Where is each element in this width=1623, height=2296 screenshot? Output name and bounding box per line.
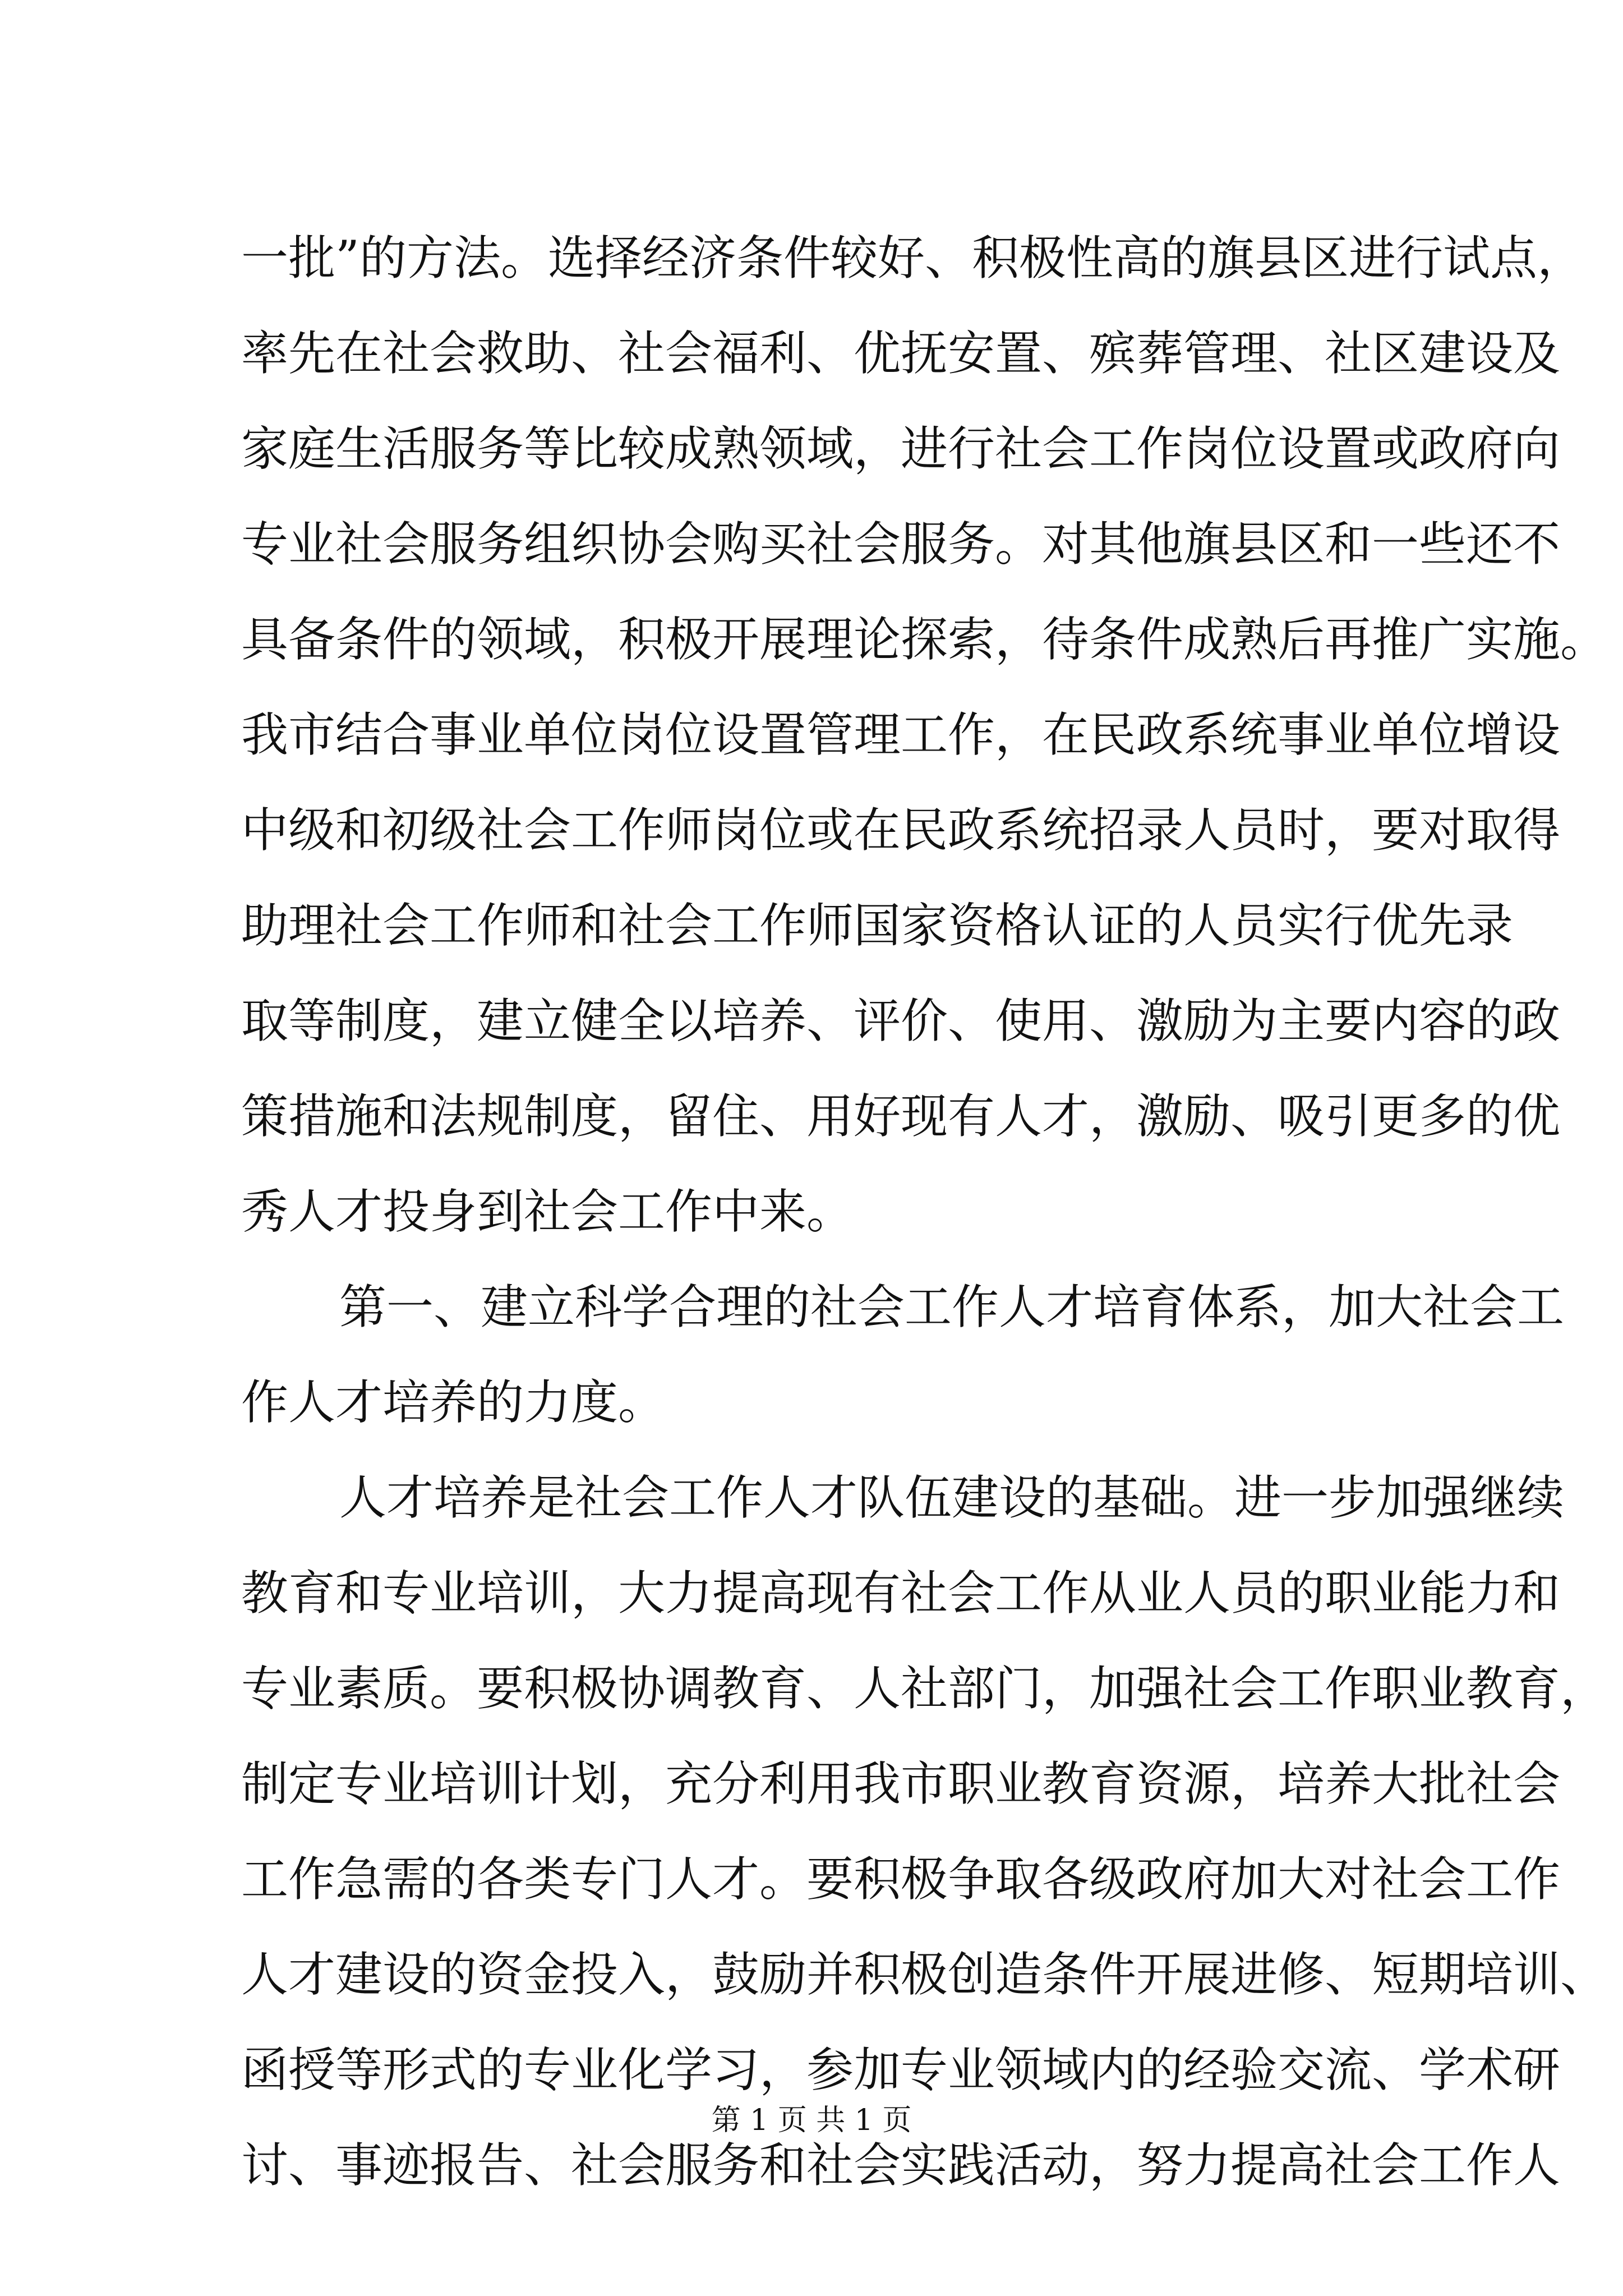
text-line: 专业社会服务组织协会购买社会服务。对其他旗县区和一些还不 <box>241 517 1561 572</box>
text-line: 讨、事迹报告、社会服务和社会实践活动，努力提高社会工作人 <box>241 2138 1561 2193</box>
text-line: 中级和初级社会工作师岗位或在民政系统招录人员时，要对取得 <box>241 803 1561 858</box>
text-line: 率先在社会救助、社会福利、优抚安置、殡葬管理、社区建设及 <box>241 326 1561 381</box>
text-line: 家庭生活服务等比较成熟领域，进行社会工作岗位设置或政府向 <box>241 421 1561 476</box>
text-line: 教育和专业培训，大力提高现有社会工作从业人员的职业能力和 <box>241 1566 1561 1621</box>
section-heading-line: 第一、建立科学合理的社会工作人才培育体系，加大社会工 <box>339 1280 1565 1335</box>
text-line: 具备条件的领域，积极开展理论探索，待条件成熟后再推广实施。 <box>241 612 1608 667</box>
text-line: 工作急需的各类专门人才。要积极争取各级政府加大对社会工作 <box>241 1852 1561 1907</box>
text-line: 函授等形式的专业化学习，参加专业领域内的经验交流、学术研 <box>241 2042 1561 2097</box>
section-heading-line: 作人才培养的力度。 <box>241 1375 666 1430</box>
text-line: 取等制度，建立健全以培养、评价、使用、激励为主要内容的政 <box>241 993 1561 1048</box>
text-line: 专业素质。要积极协调教育、人社部门，加强社会工作职业教育， <box>241 1661 1608 1716</box>
text-line: 制定专业培训计划，充分利用我市职业教育资源，培养大批社会 <box>241 1756 1561 1811</box>
text-line: 人才建设的资金投入，鼓励并积极创造条件开展进修、短期培训、 <box>241 1947 1608 2002</box>
page-number-footer: 第 1 页 共 1 页 <box>711 2104 912 2137</box>
body-text <box>241 210 1608 2213</box>
text-line: 助理社会工作师和社会工作师国家资格认证的人员实行优先录 <box>241 898 1514 953</box>
text-line: 我市结合事业单位岗位设置管理工作，在民政系统事业单位增设 <box>241 707 1561 762</box>
text-line: 秀人才投身到社会工作中来。 <box>241 1184 854 1239</box>
text-line: 一批”的方法。选择经济条件较好、积极性高的旗县区进行试点， <box>241 231 1584 286</box>
text-line: 策措施和法规制度，留住、用好现有人才，激励、吸引更多的优 <box>241 1089 1561 1144</box>
paragraph-start-line: 人才培养是社会工作人才队伍建设的基础。进一步加强继续 <box>339 1470 1565 1525</box>
